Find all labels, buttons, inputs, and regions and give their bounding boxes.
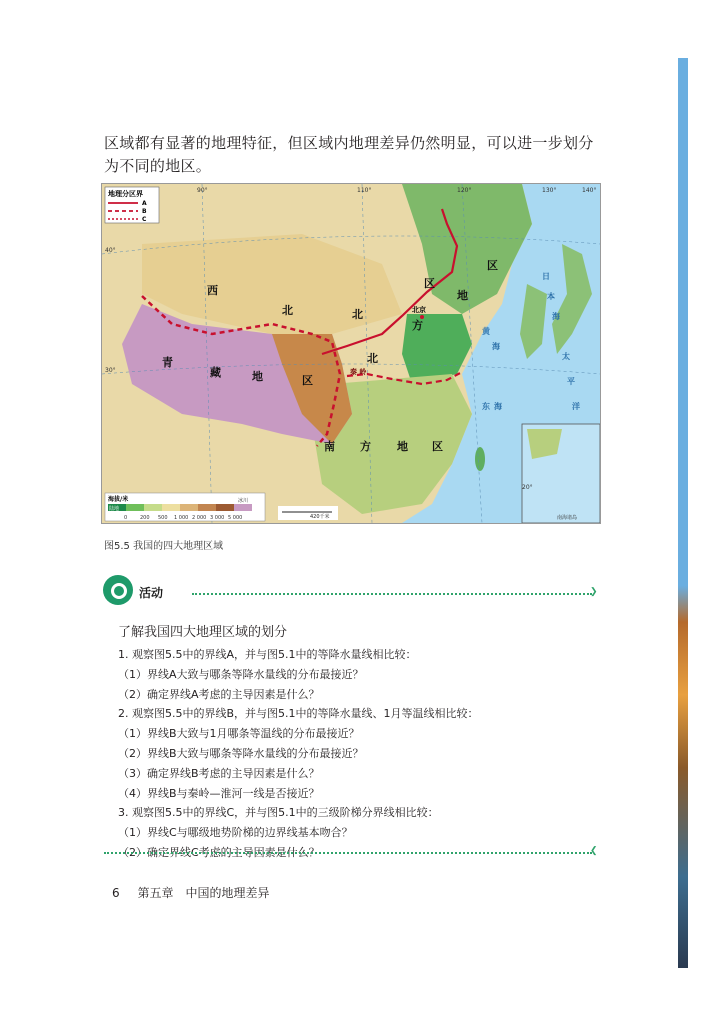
region-label-tibet-2: 藏 [210, 366, 221, 379]
lat-label-3: 20° [522, 484, 533, 491]
activity-subtitle: 了解我国四大地理区域的划分 [118, 625, 288, 640]
region-label-northeast-3: 区 [487, 259, 498, 272]
sea-label-7: 海 [494, 402, 502, 411]
sea-label-6: 东 [482, 402, 490, 411]
chevron-left-icon: ❮ [590, 846, 598, 856]
question-item: （4）界线B与秦岭—淮河一线是否接近？ [118, 786, 320, 800]
elev-tick-0: 0 [124, 515, 128, 521]
region-label-northwest-2: 北 [282, 304, 293, 317]
region-label-tibet-4: 区 [302, 374, 313, 387]
elev-swatch-2 [144, 504, 162, 511]
sea-label-8: 太 [562, 352, 570, 361]
map-svg [102, 184, 600, 523]
sea-label-9: 平 [567, 377, 575, 386]
lon-label-5: 140° [582, 187, 597, 194]
legend-label-c: C [142, 216, 147, 223]
legend-label-b: B [142, 208, 147, 215]
region-label-north-extra: 北 [367, 352, 378, 365]
elev-high-label: 冰川 [238, 498, 249, 504]
activity-icon [103, 575, 133, 605]
elev-swatch-7 [234, 504, 252, 511]
elev-swatch-1 [126, 504, 144, 511]
question-item: （1）界线A大致与哪条等降水量线的分布最接近？ [118, 667, 364, 681]
elev-swatch-5 [198, 504, 216, 511]
elev-tick-4: 2 000 [192, 515, 207, 521]
lon-label-2: 110° [357, 187, 372, 194]
sea-label-10: 洋 [572, 402, 580, 411]
question-item: （2）确定界线C考虑的主导因素是什么？ [118, 845, 320, 859]
region-label-tibet-1: 青 [162, 356, 173, 369]
china-regions-map [101, 183, 601, 524]
region-label-south-1: 南 [324, 440, 335, 453]
region-label-north-1: 北 [352, 308, 363, 321]
question-item: （2）确定界线A考虑的主导因素是什么？ [118, 687, 320, 701]
chapter-title: 第五章 中国的地理差异 [137, 886, 270, 900]
region-label-northwest-1: 西 [207, 284, 218, 297]
region-label-south-3: 地 [397, 440, 408, 453]
legend-label-a: A [142, 200, 147, 207]
question-item: （2）界线B大致与哪条等降水量线的分布最接近？ [118, 746, 364, 760]
question-item: 2. 观察图5.5中的界线B，并与图5.1中的等降水量线、1月等温线相比较： [118, 707, 479, 721]
region-label-northeast-2: 地 [457, 289, 468, 302]
activity-top-divider [192, 593, 592, 595]
page-footer [112, 884, 269, 901]
elev-swatch-4 [180, 504, 198, 511]
region-label-south-2: 方 [360, 440, 371, 453]
sea-label-1: 日 [542, 272, 550, 281]
qinling-label: 秦 岭 [350, 368, 367, 376]
activity-title: 活动 [139, 586, 164, 600]
question-item: 3. 观察图5.5中的界线C，并与图5.1中的三级阶梯分界线相比较： [118, 806, 439, 820]
beijing-marker [420, 315, 424, 319]
elev-tick-3: 1 000 [174, 515, 189, 521]
question-item: （3）确定界线B考虑的主导因素是什么？ [118, 766, 320, 780]
lat-label-1: 40° [105, 247, 116, 254]
region-label-tibet-3: 地 [252, 370, 263, 383]
sea-label-3: 海 [552, 312, 560, 321]
region-label-northeast-1: 区 [424, 277, 435, 290]
elev-swatch-6 [216, 504, 234, 511]
sea-label-5: 海 [492, 342, 500, 351]
activity-bottom-divider [104, 852, 592, 854]
region-label-north-2: 方 [412, 319, 423, 332]
elev-tick-2: 500 [158, 515, 168, 521]
taiwan-island [475, 447, 485, 471]
elev-tick-5: 3 000 [210, 515, 225, 521]
chevron-right-icon: ❯ [590, 587, 598, 597]
sea-label-4: 黄 [482, 327, 490, 336]
activity-questions [118, 645, 598, 863]
lon-label-3: 120° [457, 187, 472, 194]
elev-tick-6: 5 000 [228, 515, 243, 521]
beijing-label: 北京 [412, 306, 426, 314]
elev-low-label: 陆地 [109, 506, 120, 512]
figure-caption: 图5.5 我国的四大地理区域 [104, 541, 224, 552]
lat-label-2: 30° [105, 367, 116, 374]
region-label-south-4: 区 [432, 440, 443, 453]
question-item: （1）界线B大致与1月哪条等温线的分布最接近？ [118, 727, 360, 741]
scale-label: 420千米 [310, 514, 330, 520]
page-number: 6 [112, 886, 120, 900]
sea-label-2: 本 [547, 292, 555, 301]
decorative-side-strip [678, 58, 688, 968]
legend-title: 地理分区界 [108, 190, 143, 198]
lon-label-4: 130° [542, 187, 557, 194]
elev-tick-1: 200 [140, 515, 150, 521]
intro-paragraph: 区域都有显著的地理特征，但区域内地理差异仍然明显，可以进一步划分为不同的地区。 [104, 134, 594, 175]
question-item: 1. 观察图5.5中的界线A，并与图5.1中的等降水量线相比较： [118, 648, 417, 661]
elevation-title: 海拔/米 [108, 496, 129, 503]
lon-label-1: 90° [197, 187, 208, 194]
elev-swatch-3 [162, 504, 180, 511]
inset-label: 南海诸岛 [557, 515, 578, 521]
question-item: （1）界线C与哪级地势阶梯的边界线基本吻合？ [118, 826, 353, 840]
